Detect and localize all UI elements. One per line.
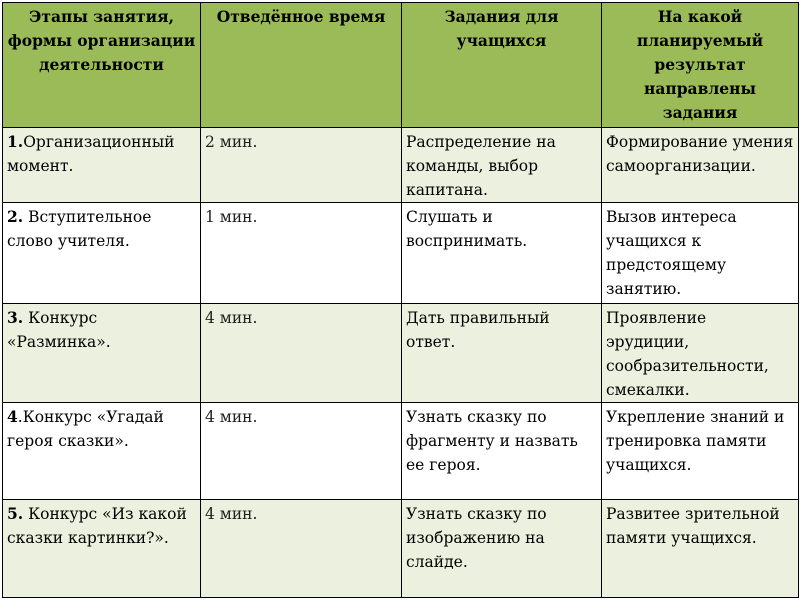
task-cell: Слушать и воспринимать. — [402, 203, 602, 304]
stage-text: .Конкурс «Угадай героя сказки». — [7, 408, 164, 450]
header-time: Отведённое время — [201, 3, 402, 128]
table-row — [3, 500, 799, 598]
stage-text: Организационный момент. — [7, 133, 175, 175]
header-stages: Этапы занятия, формы организации деятельности — [3, 3, 201, 128]
time-cell: 4 мин. — [201, 500, 402, 598]
table-header-row — [3, 3, 799, 128]
result-cell: Вызов интереса учащихся к предстоящему занятию. — [602, 203, 799, 304]
stage-number: 2. — [7, 207, 24, 226]
table-row — [3, 304, 799, 403]
stage-number: 1. — [7, 132, 24, 151]
task-cell: Распределение на команды, выбор капитана. — [402, 128, 602, 203]
time-cell: 2 мин. — [201, 128, 402, 203]
time-cell: 1 мин. — [201, 203, 402, 304]
time-cell: 4 мин. — [201, 403, 402, 500]
result-cell: Проявление эрудиции, сообразительности, смекалки. — [602, 304, 799, 403]
stage-cell — [3, 500, 201, 598]
lesson-plan-table — [2, 2, 799, 598]
stage-cell — [3, 304, 201, 403]
stage-number: 4 — [7, 407, 18, 426]
stage-number: 3. — [7, 308, 24, 327]
stage-cell — [3, 203, 201, 304]
task-cell: Узнать сказку по изображению на слайде. — [402, 500, 602, 598]
time-cell: 4 мин. — [201, 304, 402, 403]
stage-text: Конкурс «Из какой сказки картинки?». — [7, 505, 187, 547]
result-cell: Укрепление знаний и тренировка памяти учащихся. — [602, 403, 799, 500]
result-cell: Формирование умения самоорганизации. — [602, 128, 799, 203]
table-row — [3, 403, 799, 500]
header-result: На какой планируемый результат направлены задания — [602, 3, 799, 128]
table-row — [3, 128, 799, 203]
stage-cell — [3, 403, 201, 500]
task-cell: Дать правильный ответ. — [402, 304, 602, 403]
stage-number: 5. — [7, 504, 24, 523]
stage-text: Вступительное слово учителя. — [7, 208, 152, 250]
header-tasks: Задания для учащихся — [402, 3, 602, 128]
table-row — [3, 203, 799, 304]
stage-cell — [3, 128, 201, 203]
stage-text: Конкурс «Разминка». — [7, 309, 111, 351]
task-cell: Узнать сказку по фрагменту и назвать ее героя. — [402, 403, 602, 500]
result-cell: Развитее зрительной памяти учащихся. — [602, 500, 799, 598]
